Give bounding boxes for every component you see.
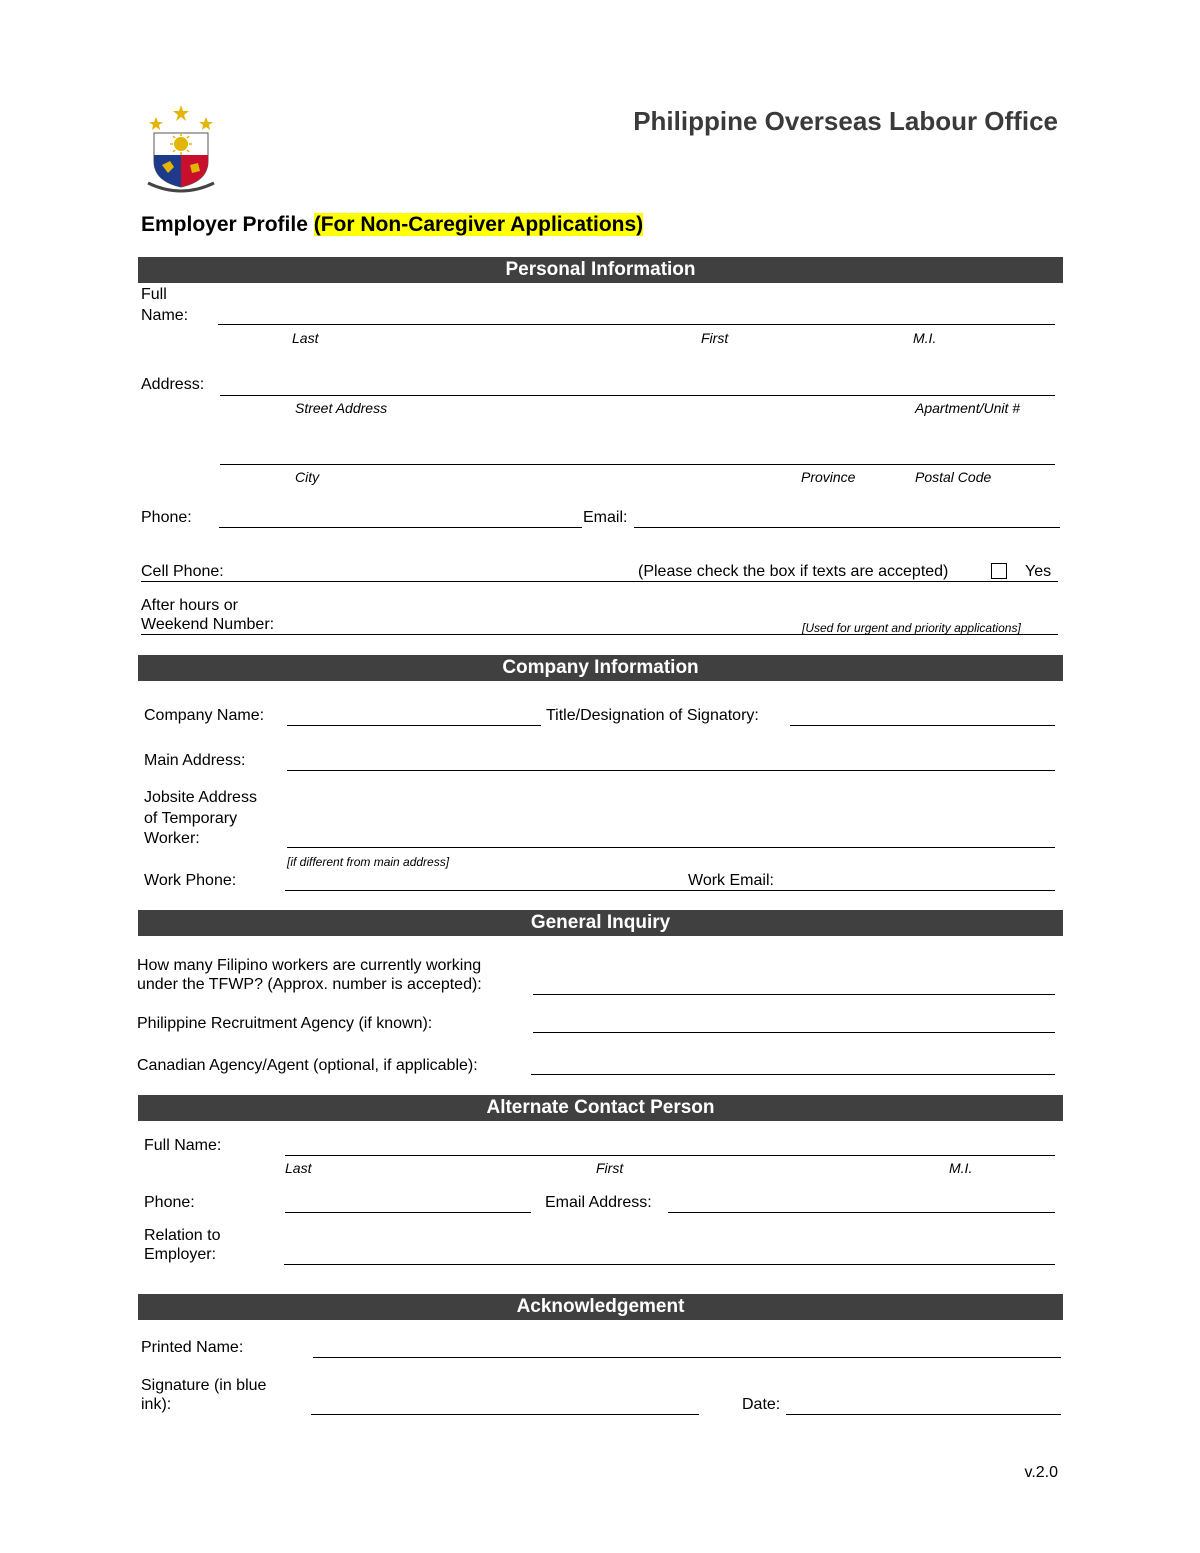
alt-phone-label: Phone: (144, 1194, 195, 1211)
alt-sub-first: First (596, 1160, 624, 1176)
alt-full-name-label: Full Name: (144, 1137, 222, 1154)
company-name-input[interactable] (289, 704, 537, 724)
sub-city: City (295, 469, 320, 485)
email-line (634, 527, 1060, 528)
main-address-input[interactable] (289, 749, 1051, 769)
ph-agency-label: Philippine Recruitment Agency (if known): (137, 1015, 433, 1032)
signatory-title-label: Title/Designation of Signatory: (546, 707, 759, 724)
company-name-label: Company Name: (144, 707, 265, 724)
cell-phone-label: Cell Phone: (141, 563, 224, 580)
signatory-title-line (790, 725, 1055, 726)
alt-email-label: Email Address: (545, 1194, 652, 1211)
after-hours-input[interactable] (295, 613, 795, 633)
signature-label-line1: Signature (in blue (141, 1377, 267, 1394)
alt-phone-input[interactable] (287, 1191, 527, 1211)
main-address-label: Main Address: (144, 752, 246, 769)
relation-input[interactable] (286, 1243, 1052, 1263)
section-general-inquiry: General Inquiry (138, 910, 1063, 936)
alt-sub-last: Last (285, 1160, 312, 1176)
work-email-label: Work Email: (688, 872, 774, 889)
filipino-workers-input[interactable] (535, 973, 1051, 993)
address-label: Address: (141, 376, 205, 393)
philippine-coat-of-arms-icon (140, 103, 222, 195)
alt-full-name-input[interactable] (287, 1134, 1051, 1154)
after-hours-label-line2: Weekend Number: (141, 616, 275, 633)
phone-line (219, 527, 582, 528)
date-input[interactable] (790, 1393, 1058, 1413)
work-phone-label: Work Phone: (144, 872, 237, 889)
ca-agency-label: Canadian Agency/Agent (optional, if applicable): (137, 1057, 478, 1074)
relation-label-line2: Employer: (144, 1246, 217, 1263)
signature-line (311, 1414, 699, 1415)
company-name-line (287, 725, 541, 726)
jobsite-label-line3: Worker: (144, 830, 200, 847)
version-label: v.2.0 (1024, 1464, 1058, 1481)
ph-agency-input[interactable] (535, 1011, 1051, 1031)
full-name-label-line2: Name: (141, 307, 189, 324)
date-label: Date: (742, 1396, 781, 1413)
jobsite-label-line1: Jobsite Address (144, 789, 257, 806)
city-line (220, 464, 1055, 465)
form-title-main: Employer Profile (141, 213, 308, 236)
section-personal-information: Personal Information (138, 257, 1063, 283)
section-company-information: Company Information (138, 655, 1063, 681)
form-title-highlight: (For Non-Caregiver Applications) (313, 213, 644, 236)
email-label: Email: (583, 509, 628, 526)
alt-phone-line (285, 1212, 531, 1213)
sub-apartment-unit: Apartment/Unit # (915, 400, 1021, 416)
cell-phone-line (141, 581, 1058, 582)
email-input[interactable] (636, 506, 1056, 526)
full-name-sub-last: Last (292, 330, 319, 346)
alt-email-line (668, 1212, 1055, 1213)
signatory-title-input[interactable] (792, 704, 1052, 724)
full-name-input[interactable] (220, 303, 1050, 323)
date-line (786, 1414, 1061, 1415)
signature-input[interactable] (313, 1393, 695, 1413)
filipino-workers-label-line2: under the TFWP? (Approx. number is accepted): (137, 976, 482, 993)
filipino-workers-line (533, 994, 1055, 995)
full-name-sub-first: First (701, 330, 729, 346)
alt-email-input[interactable] (670, 1191, 1052, 1211)
full-name-line (218, 324, 1055, 325)
after-hours-line (141, 634, 1058, 635)
section-acknowledgement: Acknowledgement (138, 1294, 1063, 1320)
section-alternate-contact: Alternate Contact Person (138, 1095, 1063, 1121)
street-address-input[interactable] (222, 374, 1052, 394)
texts-accepted-note: (Please check the box if texts are accepted) (638, 563, 949, 580)
ph-agency-line (533, 1032, 1055, 1033)
printed-name-input[interactable] (315, 1336, 1057, 1356)
relation-line (284, 1264, 1055, 1265)
main-address-line (287, 770, 1055, 771)
urgent-priority-note: [Used for urgent and priority applications] (802, 621, 1021, 635)
relation-label-line1: Relation to (144, 1227, 221, 1244)
texts-yes-label: Yes (1025, 563, 1052, 580)
filipino-workers-label-line1: How many Filipino workers are currently working (137, 957, 482, 974)
form-title (141, 213, 643, 237)
jobsite-address-input[interactable] (289, 826, 1051, 846)
phone-input[interactable] (221, 506, 576, 526)
alt-sub-mi: M.I. (949, 1160, 973, 1176)
full-name-label-line1: Full (141, 286, 167, 303)
after-hours-label-line1: After hours or (141, 597, 238, 614)
sub-province: Province (801, 469, 856, 485)
signature-label-line2: ink): (141, 1396, 172, 1413)
ca-agency-line (531, 1074, 1055, 1075)
work-email-input[interactable] (790, 869, 1052, 889)
street-address-line (220, 395, 1055, 396)
sub-street-address: Street Address (295, 400, 388, 416)
checkbox-icon[interactable] (991, 563, 1007, 579)
city-province-postal-input[interactable] (222, 443, 1052, 463)
ca-agency-input[interactable] (533, 1053, 1051, 1073)
work-phone-email-line (285, 890, 1055, 891)
jobsite-address-line (287, 847, 1055, 848)
printed-name-line (313, 1357, 1061, 1358)
jobsite-note: [if different from main address] (287, 855, 450, 869)
work-phone-input[interactable] (289, 869, 679, 889)
alt-full-name-line (285, 1155, 1055, 1156)
printed-name-label: Printed Name: (141, 1339, 244, 1356)
sub-postal-code: Postal Code (915, 469, 992, 485)
full-name-sub-mi: M.I. (913, 330, 937, 346)
phone-label: Phone: (141, 509, 192, 526)
jobsite-label-line2: of Temporary (144, 810, 238, 827)
organization-name: Philippine Overseas Labour Office (633, 106, 1058, 136)
cell-phone-input[interactable] (238, 560, 628, 580)
